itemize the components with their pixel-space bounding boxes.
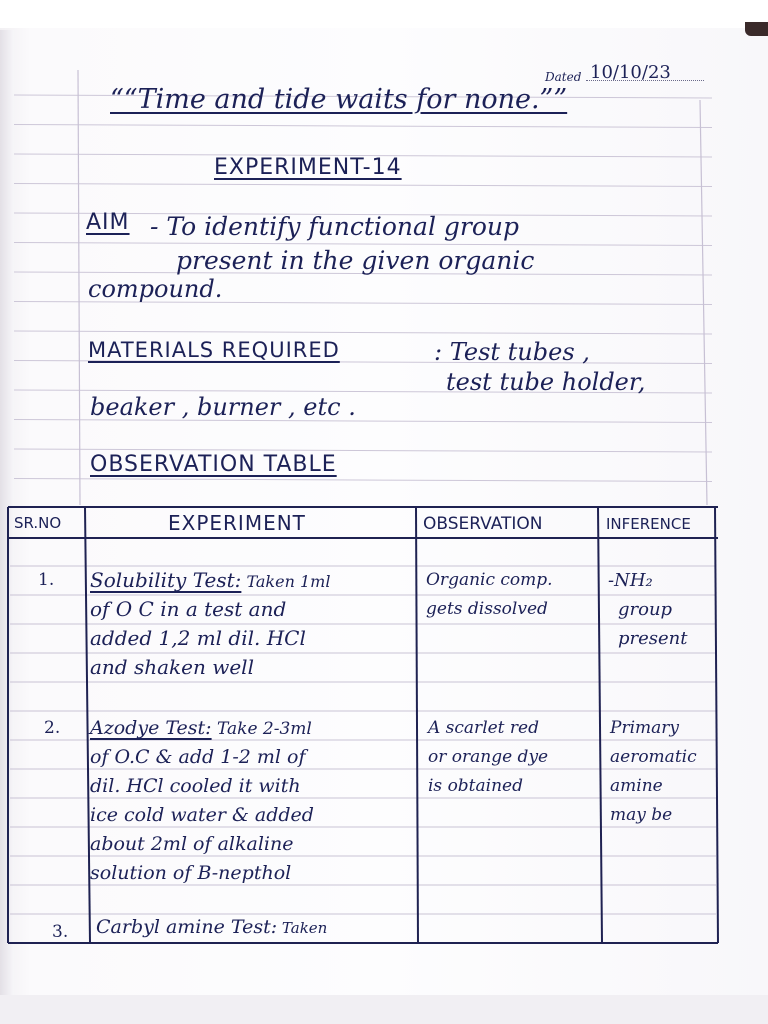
row-1-test-name: Solubility Test:	[90, 568, 242, 592]
row-2-observation	[428, 714, 548, 801]
row-1-observation	[426, 566, 553, 624]
table-right-border	[715, 507, 718, 943]
row-2-experiment-line: ice cold water & added	[90, 804, 314, 826]
row-1-inference	[608, 566, 688, 653]
margin-line	[78, 70, 80, 505]
column-header-observation: OBSERVATION	[423, 514, 543, 534]
row-2-experiment-line: dil. HCl cooled it with	[90, 775, 301, 797]
column-header-experiment: EXPERIMENT	[168, 511, 306, 535]
row-2-srno: 2.	[44, 718, 61, 738]
row-1-inference-line: -NH₂	[608, 570, 653, 591]
row-3-experiment-text: Taken	[277, 919, 328, 937]
row-1-experiment-line: added 1,2 ml dil. HCl	[90, 626, 306, 650]
row-2-inference	[610, 714, 697, 830]
column-header-srno: SR.NO	[14, 514, 62, 532]
rule-line	[14, 331, 712, 334]
quote: ““Time and tide waits for none.””	[110, 84, 568, 115]
row-1-observation-line: gets dissolved	[426, 599, 548, 619]
row-2-experiment-line	[90, 714, 314, 743]
row-1-experiment-text: Taken 1ml	[241, 572, 331, 591]
right-margin-line	[700, 100, 707, 505]
experiment-title: EXPERIMENT-14	[214, 155, 402, 180]
column-header-inference: INFERENCE	[606, 515, 691, 533]
table-divider-experiment	[416, 507, 418, 943]
row-2-inference-line: amine	[610, 776, 663, 796]
dated-label: Dated	[545, 70, 582, 84]
aim-line-1: - To identify functional group	[150, 212, 519, 241]
row-2-experiment-line: of O.C & add 1-2 ml of	[90, 746, 306, 768]
materials-line-3: beaker , burner , etc .	[90, 393, 356, 421]
row-1-experiment-line: and shaken well	[90, 655, 254, 679]
aim-line-2: present in the given organic	[176, 246, 535, 275]
row-2-inference-line: aeromatic	[610, 747, 697, 767]
row-1-experiment-line: of O C in a test and	[90, 597, 287, 621]
row-2-observation-line: is obtained	[428, 776, 523, 796]
row-2-inference-line: may be	[610, 805, 673, 825]
row-3-experiment	[96, 913, 327, 942]
observation-table-heading: OBSERVATION TABLE	[90, 452, 337, 477]
row-1-experiment-line	[90, 566, 330, 595]
row-1-observation-line: Organic comp.	[426, 570, 553, 590]
row-2-experiment-text: Take 2-3ml	[211, 719, 312, 739]
date-value: 10/10/23	[590, 62, 671, 83]
row-2-experiment-line: solution of B-nepthol	[90, 862, 292, 884]
row-3-srno: 3.	[52, 922, 69, 942]
row-1-srno: 1.	[38, 570, 55, 590]
materials-line-1: : Test tubes ,	[434, 338, 590, 366]
materials-line-2: test tube holder,	[446, 368, 646, 396]
row-3-test-name: Carbyl amine Test:	[96, 916, 278, 938]
rule-line	[14, 184, 712, 187]
row-2-observation-line: or orange dye	[428, 747, 549, 767]
row-1-inference-line: group	[618, 599, 673, 620]
row-2-test-name: Azodye Test:	[90, 717, 212, 739]
row-3-experiment-line	[96, 913, 327, 942]
row-2-inference-line: Primary	[610, 718, 679, 738]
aim-label: AIM	[86, 210, 130, 235]
row-2-experiment-line: about 2ml of alkaline	[90, 833, 294, 855]
row-1-inference-line: present	[618, 628, 688, 649]
row-2-experiment	[90, 714, 314, 888]
rule-line	[14, 479, 712, 482]
aim-line-3: compound.	[88, 275, 223, 303]
rule-line	[14, 125, 712, 128]
materials-label: MATERIALS REQUIRED	[88, 338, 340, 362]
row-1-experiment	[90, 566, 330, 682]
row-2-observation-line: A scarlet red	[428, 718, 539, 738]
table-divider-observation	[598, 507, 602, 943]
